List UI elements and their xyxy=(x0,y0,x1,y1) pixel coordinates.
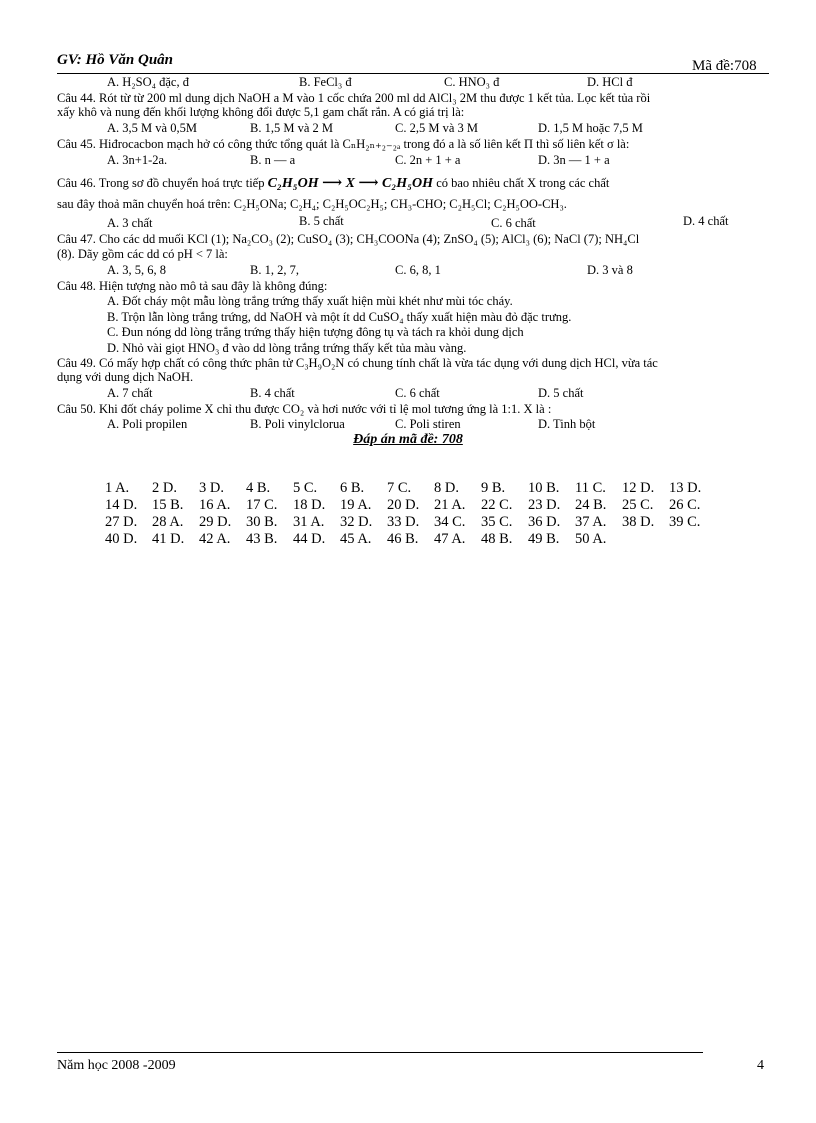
q50-option-a: A. Poli propilen xyxy=(107,417,188,431)
q44-option-b: B. 1,5 M và 2 M xyxy=(250,121,333,135)
school-year: Năm học 2008 -2009 xyxy=(57,1058,176,1073)
answer-cell: 35 C. xyxy=(481,514,513,530)
answer-cell: 49 B. xyxy=(528,531,560,547)
q48-statement-d: D. Nhỏ vài giọt HNO₃ đ vào dd lòng trắng trứng thấy kết tủa màu vàng. xyxy=(107,341,467,355)
answer-row xyxy=(105,480,716,497)
q49-option-b: B. 4 chất xyxy=(250,386,295,400)
answer-cell: 26 C. xyxy=(669,497,701,513)
answer-cell: 7 C. xyxy=(387,480,412,496)
answer-cell: 12 D. xyxy=(622,480,655,496)
answer-cell: 20 D. xyxy=(387,497,420,513)
answer-cell: 15 B. xyxy=(152,497,184,513)
answer-cell: 19 A. xyxy=(340,497,372,513)
answer-cell: 40 D. xyxy=(105,531,138,547)
answer-cell: 11 C. xyxy=(575,480,606,496)
q46-option-c: C. 6 chất xyxy=(491,216,536,230)
exam-code: Mã đề:708 xyxy=(692,58,757,74)
q49-option-a: A. 7 chất xyxy=(107,386,153,400)
answer-cell: 4 B. xyxy=(246,480,271,496)
answer-cell: 24 B. xyxy=(575,497,607,513)
answer-cell: 47 A. xyxy=(434,531,466,547)
answer-cell: 27 D. xyxy=(105,514,138,530)
answer-cell: 42 A. xyxy=(199,531,231,547)
answer-cell: 31 A. xyxy=(293,514,325,530)
q46-scheme: C₂H₅OH ⟶ X ⟶ C₂H₅OH xyxy=(267,176,434,191)
q49-line-2: dụng với dung dịch NaOH. xyxy=(57,370,194,384)
footer-rule xyxy=(57,1052,703,1053)
answer-cell: 32 D. xyxy=(340,514,373,530)
q43-option-c: C. HNO₃ đ xyxy=(444,75,500,89)
q49-line-1: Câu 49. Có mấy hợp chất có công thức phân tử C₃H₉O₂N có chung tính chất là vừa tác dụng với dung dịch HCl, vừa tác xyxy=(57,356,658,370)
q49-option-c: C. 6 chất xyxy=(395,386,440,400)
answer-cell: 5 C. xyxy=(293,480,318,496)
q47-option-b: B. 1, 2, 7, xyxy=(250,263,299,277)
q46-suffix: có bao nhiêu chất X trong các chất xyxy=(436,176,610,190)
q45-option-d: D. 3n — 1 + a xyxy=(538,153,610,167)
answer-cell: 21 A. xyxy=(434,497,466,513)
q45-line-1: Câu 45. Hiđrocacbon mạch hở có công thức tổng quát là CₙH₂ₙ₊₂₋₂ₐ trong đó a là số liên kết Π thì số liên kết σ là: xyxy=(57,137,630,151)
answer-cell: 10 B. xyxy=(528,480,560,496)
answer-cell: 1 A. xyxy=(105,480,130,496)
answer-cell: 38 D. xyxy=(622,514,655,530)
q44-line-2: xấy khô và nung đến khối lượng không đổi được 5,1 gam chất rắn. A có giá trị là: xyxy=(57,105,465,119)
answer-row xyxy=(105,514,716,531)
answer-cell: 6 B. xyxy=(340,480,365,496)
answer-cell: 29 D. xyxy=(199,514,232,530)
answer-row xyxy=(105,497,716,514)
answer-cell: 43 B. xyxy=(246,531,278,547)
page-number: 4 xyxy=(757,1058,764,1073)
answer-cell: 33 D. xyxy=(387,514,420,530)
answer-cell: 34 C. xyxy=(434,514,466,530)
q46-option-b: B. 5 chất xyxy=(299,214,344,228)
answer-cell: 22 C. xyxy=(481,497,513,513)
q46-option-d: D. 4 chất xyxy=(683,214,729,228)
header-rule xyxy=(57,73,769,74)
answer-cell: 36 D. xyxy=(528,514,561,530)
q45-option-b: B. n — a xyxy=(250,153,296,167)
q44-line-1: Câu 44. Rót từ từ 200 ml dung dịch NaOH a M vào 1 cốc chứa 200 ml dd AlCl₃ 2M thu được 1 kết tủa. Lọc kết tủa rồi xyxy=(57,91,651,105)
answer-cell: 44 D. xyxy=(293,531,326,547)
q48-statement-b: B. Trộn lẫn lòng trắng trứng, dd NaOH và một ít dd CuSO₄ thấy xuất hiện màu đỏ đặc trưng. xyxy=(107,310,572,324)
q43-option-d: D. HCl đ xyxy=(587,75,633,89)
answer-cell: 2 D. xyxy=(152,480,177,496)
q50-option-d: D. Tinh bột xyxy=(538,417,596,431)
answer-key-title: Đáp án mã đề: 708 xyxy=(353,432,463,447)
answer-cell: 50 A. xyxy=(575,531,607,547)
answer-cell: 39 C. xyxy=(669,514,701,530)
answer-cell: 37 A. xyxy=(575,514,607,530)
q47-line-1: Câu 47. Cho các dd muối KCl (1); Na₂CO₃ (2); CuSO₄ (3); CH₃COONa (4); ZnSO₄ (5); AlCl₃ (6); NaCl (7); NH₄Cl xyxy=(57,232,640,246)
q47-option-a: A. 3, 5, 6, 8 xyxy=(107,263,167,277)
answer-cell: 46 B. xyxy=(387,531,419,547)
answer-cell: 17 C. xyxy=(246,497,278,513)
teacher-name: GV: Hồ Văn Quân xyxy=(57,52,174,68)
answer-cell: 8 D. xyxy=(434,480,459,496)
q47-line-2: (8). Dãy gồm các dd có pH < 7 là: xyxy=(57,247,228,261)
answer-row xyxy=(105,531,716,548)
q50-option-c: C. Poli stiren xyxy=(395,417,461,431)
q48-statement-a: A. Đốt cháy một mẫu lòng trắng trứng thấy xuất hiện mùi khét như mùi tóc cháy. xyxy=(107,294,513,308)
q48-statement-c: C. Đun nóng dd lòng trắng trứng thấy hiện tượng đông tụ và tách ra khỏi dung dịch xyxy=(107,325,524,339)
q44-option-a: A. 3,5 M và 0,5M xyxy=(107,121,197,135)
answer-cell: 3 D. xyxy=(199,480,224,496)
q47-option-c: C. 6, 8, 1 xyxy=(395,263,441,277)
answer-cell: 48 B. xyxy=(481,531,513,547)
answer-cell: 28 A. xyxy=(152,514,184,530)
answer-cell: 14 D. xyxy=(105,497,138,513)
q46-prefix: Câu 46. Trong sơ đồ chuyển hoá trực tiếp xyxy=(57,176,265,190)
answer-cell: 30 B. xyxy=(246,514,278,530)
q48-line-1: Câu 48. Hiện tượng nào mô tả sau đây là không đúng: xyxy=(57,279,328,293)
answer-cell: 18 D. xyxy=(293,497,326,513)
q43-option-b: B. FeCl₃ đ xyxy=(299,75,352,89)
answer-cell: 25 C. xyxy=(622,497,654,513)
answer-cell: 13 D. xyxy=(669,480,702,496)
answer-cell: 23 D. xyxy=(528,497,561,513)
answer-cell: 41 D. xyxy=(152,531,185,547)
answer-cell: 9 B. xyxy=(481,480,506,496)
q47-option-d: D. 3 và 8 xyxy=(587,263,633,277)
q46-line-2: sau đây thoả mãn chuyển hoá trên: C₂H₅ONa; C₂H₄; C₂H₅OC₂H₅; CH₃-CHO; C₂H₅Cl; C₂H₅OO-CH₃. xyxy=(57,197,567,211)
answer-cell: 16 A. xyxy=(199,497,231,513)
q43-option-a: A. H₂SO₄ đặc, đ xyxy=(107,75,189,89)
q49-option-d: D. 5 chất xyxy=(538,386,584,400)
answer-cell: 45 A. xyxy=(340,531,372,547)
q45-option-c: C. 2n + 1 + a xyxy=(395,153,461,167)
answer-key-grid xyxy=(105,480,716,548)
q44-option-d: D. 1,5 M hoặc 7,5 M xyxy=(538,121,643,135)
q50-line-1: Câu 50. Khi đốt cháy polime X chỉ thu được CO₂ và hơi nước với tỉ lệ mol tương ứng là 1:1. X là : xyxy=(57,402,552,416)
q46-option-a: A. 3 chất xyxy=(107,216,153,230)
q50-option-b: B. Poli vinylclorua xyxy=(250,417,345,431)
q45-option-a: A. 3n+1-2a. xyxy=(107,153,168,167)
q44-option-c: C. 2,5 M và 3 M xyxy=(395,121,478,135)
